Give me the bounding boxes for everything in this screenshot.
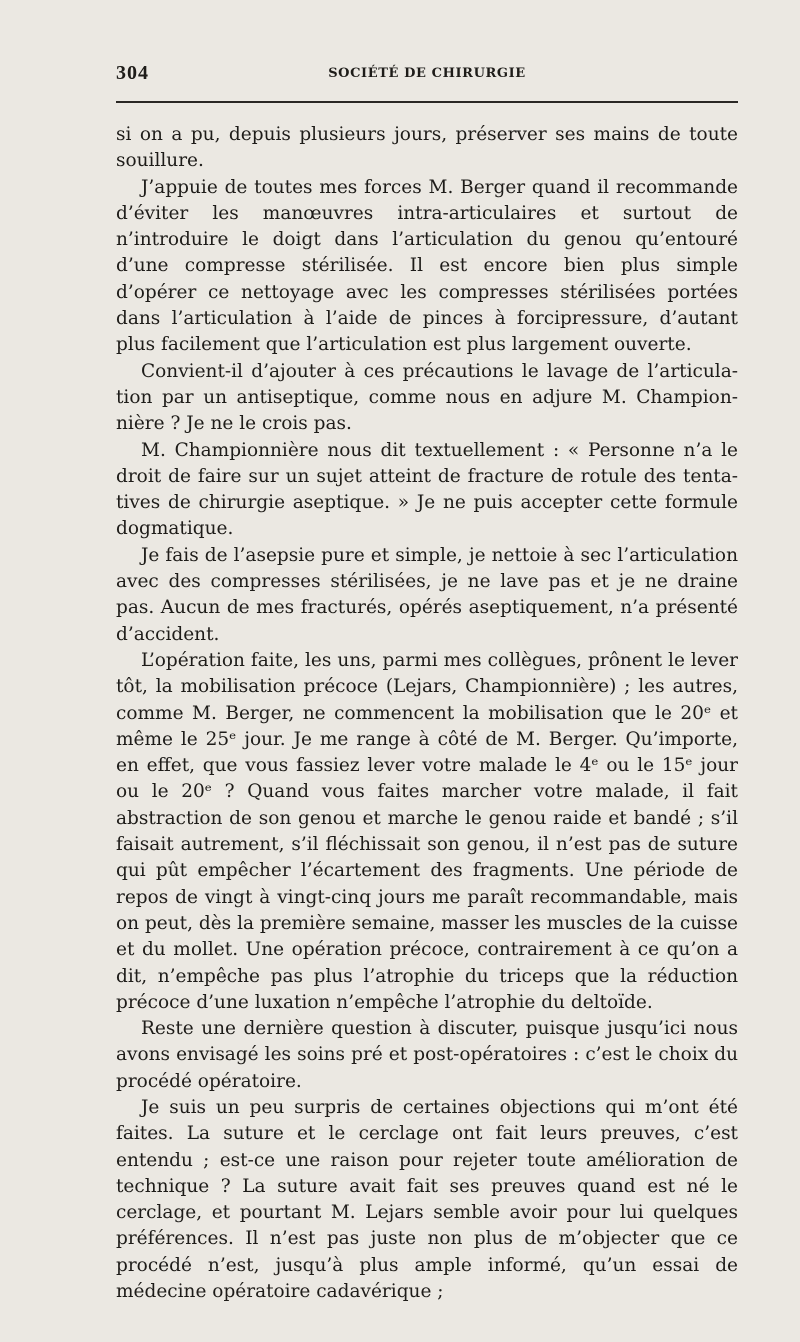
page-header (116, 62, 738, 86)
paragraph: Je fais de l’asepsie pure et simple, je nettoie à sec l’articulation avec des compresses stérilisées, je ne lave pas et je ne draine pas. Aucun de mes fracturés, opérés aseptiquement, n’a présenté d’accident. (116, 544, 738, 645)
running-title: SOCIÉTÉ DE CHIRURGIE (328, 66, 526, 81)
paragraph: Convient-il d’ajouter à ces précautions le lavage de l’articulation par un antiseptique, comme nous en adjure M. Championnière ? Je ne le crois pas. (116, 360, 738, 435)
paragraph: J’appuie de toutes mes forces M. Berger quand il recommande d’éviter les manœuvres intra-articulaires et surtout de n’introduire le doigt dans l’articulation du genou qu’entouré d’une compresse stérilisée. Il est encore bien plus simple d’opérer ce nettoyage avec les compresses stérilisées portées dans l’articulation à l’aide de pinces à forcipressure, d’autant plus facilement que l’articulation est plus largement ouverte. (116, 176, 738, 356)
page-number: 304 (116, 62, 149, 84)
paragraph: M. Championnière nous dit textuellement : « Personne n’a le droit de faire sur un sujet atteint de fracture de rotule des tentatives de chirurgie aseptique. » Je ne puis accepter cette formule dogmatique. (116, 439, 738, 540)
paragraph: Je suis un peu surpris de certaines objections qui m’ont été faites. La suture et le cerclage ont fait leurs preuves, c’est entendu ; est-ce une raison pour rejeter toute amélioration de technique ? La suture avait fait ses preuves quand est né le cerclage, et pourtant M. Lejars semble avoir pour lui quelques préférences. Il n’est pas juste non plus de m’objecter que ce procédé n’est, jusqu’à plus ample informé, qu’un essai de médecine opératoire cadavérique ; (116, 1096, 738, 1303)
header-rule (116, 101, 738, 103)
body-text (116, 122, 738, 1305)
paragraph: Reste une dernière question à discuter, puisque jusqu’ici nous avons envisagé les soins pré et post-opératoires : c’est le choix du procédé opératoire. (116, 1018, 738, 1092)
paragraph: L’opération faite, les uns, parmi mes collègues, prônent le lever tôt, la mobilisation précoce (Lejars, Championnière) ; les autres, comme M. Berger, ne commencent la mobilisation que le 20ᵉ et même le 25ᵉ jour. Je me range à côté de M. Berger. Qu’importe, en effet, que vous fassiez lever votre malade le 4ᵉ ou le 15ᵉ jour ou le 20ᵉ ? Quand vous faites marcher votre malade, il fait abstraction de son genou et marche le genou raide et bandé ; s’il faisait autrement, s’il fléchissait son genou, il n’est pas de suture qui pût empêcher l’écartement des fragments. Une période de repos de vingt à vingt-cinq jours me paraît recommandable, mais on peut, dès la première semaine, masser les muscles de la cuisse et du mollet. Une opération précoce, contrairement à ce qu’on a dit, n’empêche pas plus l’atrophie du triceps que la réduction précoce d’une luxation n’empêche l’atrophie du deltoïde. (116, 649, 738, 1013)
paragraph-continuation: si on a pu, depuis plusieurs jours, préserver ses mains de toute souillure. (116, 124, 738, 172)
